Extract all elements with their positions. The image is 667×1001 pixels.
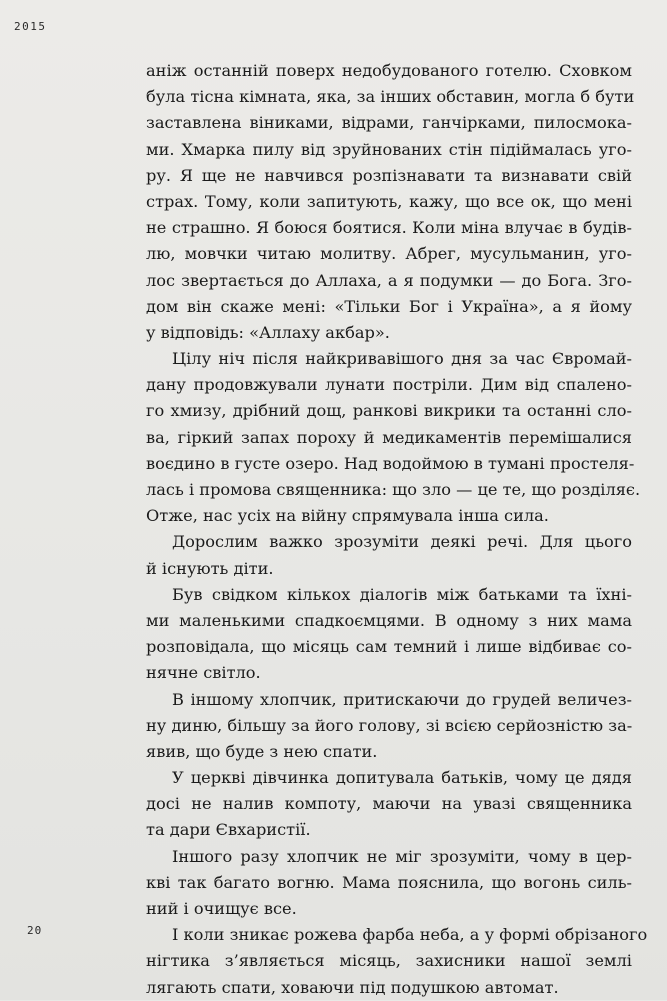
text-line: нячне світло. <box>146 663 261 683</box>
text-line: не страшно. Я боюся боятися. Коли міна влучає в будів- <box>146 218 632 238</box>
text-line: І коли зникає рожева фарба неба, а у формі обрізаного <box>172 925 648 945</box>
text-line: лась і промова священника: що зло — це те, що розділяє. <box>146 480 641 499</box>
text-line: лягають спати, ховаючи під подушкою автомат. <box>146 977 559 997</box>
running-header-year: 2015 <box>14 20 47 33</box>
text-line: лос звертається до Аллаха, а я подумки — до Бога. Зго- <box>146 270 632 290</box>
text-line: ру. Я ще не навчився розпізнавати та визнавати свій <box>146 165 632 185</box>
text-line: дану продовжували лунати постріли. Дим від спалено- <box>146 375 632 395</box>
text-line: Іншого разу хлопчик не міг зрозуміти, чому в цер- <box>172 846 632 866</box>
page-number: 20 <box>27 924 43 937</box>
text-line: й існують діти. <box>146 558 274 578</box>
text-line: дом він скаже мені: «Тільки Бог і Україна», а я йому <box>146 296 632 316</box>
text-line: та дари Євхаристії. <box>146 820 311 840</box>
text-line: досі не налив компоту, маючи на увазі священника <box>146 794 632 814</box>
body-text <box>146 58 648 1001</box>
text-line: ва, гіркий запах пороху й медикаментів перемішалися <box>146 427 632 447</box>
text-line: страх. Тому, коли запитують, кажу, що все ок, що мені <box>146 191 632 211</box>
text-line: Отже, нас усіх на війну спрямувала інша сила. <box>146 506 549 526</box>
text-line: аніж останній поверх недобудованого готелю. Сховком <box>146 61 632 80</box>
text-line: кві так багато вогню. Мама пояснила, що вогонь силь- <box>146 872 632 892</box>
text-line: розповідала, що місяць сам темний і лише відбиває со- <box>146 637 632 657</box>
text-line: ми маленькими спадкоємцями. В одному з них мама <box>146 610 632 630</box>
text-line: лю, мовчки читаю молитву. Абрег, мусульманин, уго- <box>146 244 632 264</box>
text-line: ну диню, більшу за його голову, зі всією серйозністю за- <box>146 715 633 735</box>
text-line: Був свідком кількох діалогів між батьками та їхні- <box>172 584 632 604</box>
text-line: В іншому хлопчик, притискаючи до грудей величез- <box>172 689 632 709</box>
text-line: заставлена віниками, відрами, ганчірками, пилосмока- <box>146 113 632 133</box>
text-line: Дорослим важко зрозуміти деякі речі. Для цього <box>172 532 632 552</box>
text-line: Цілу ніч після найкривавішого дня за час Євромай- <box>172 349 632 369</box>
text-line: ми. Хмарка пилу від зруйнованих стін підіймалась уго- <box>146 139 632 159</box>
text-line: явив, що буде з нею спати. <box>146 741 378 761</box>
text-line: була тісна кімната, яка, за інших обставин, могла б бути <box>146 87 635 107</box>
text-line: го хмизу, дрібний дощ, ранкові викрики та останні сло- <box>146 401 632 421</box>
text-line: воєдино в густе озеро. Над водоймою в тумані простеля- <box>146 453 635 473</box>
text-line: ний і очищує все. <box>146 899 297 918</box>
text-line: у відповідь: «Аллаху акбар». <box>146 322 390 342</box>
text-line: нігтика з’являється місяць, захисники нашої землі <box>146 951 632 971</box>
text-line: У церкві дівчинка допитувала батьків, чому це дядя <box>172 768 632 788</box>
